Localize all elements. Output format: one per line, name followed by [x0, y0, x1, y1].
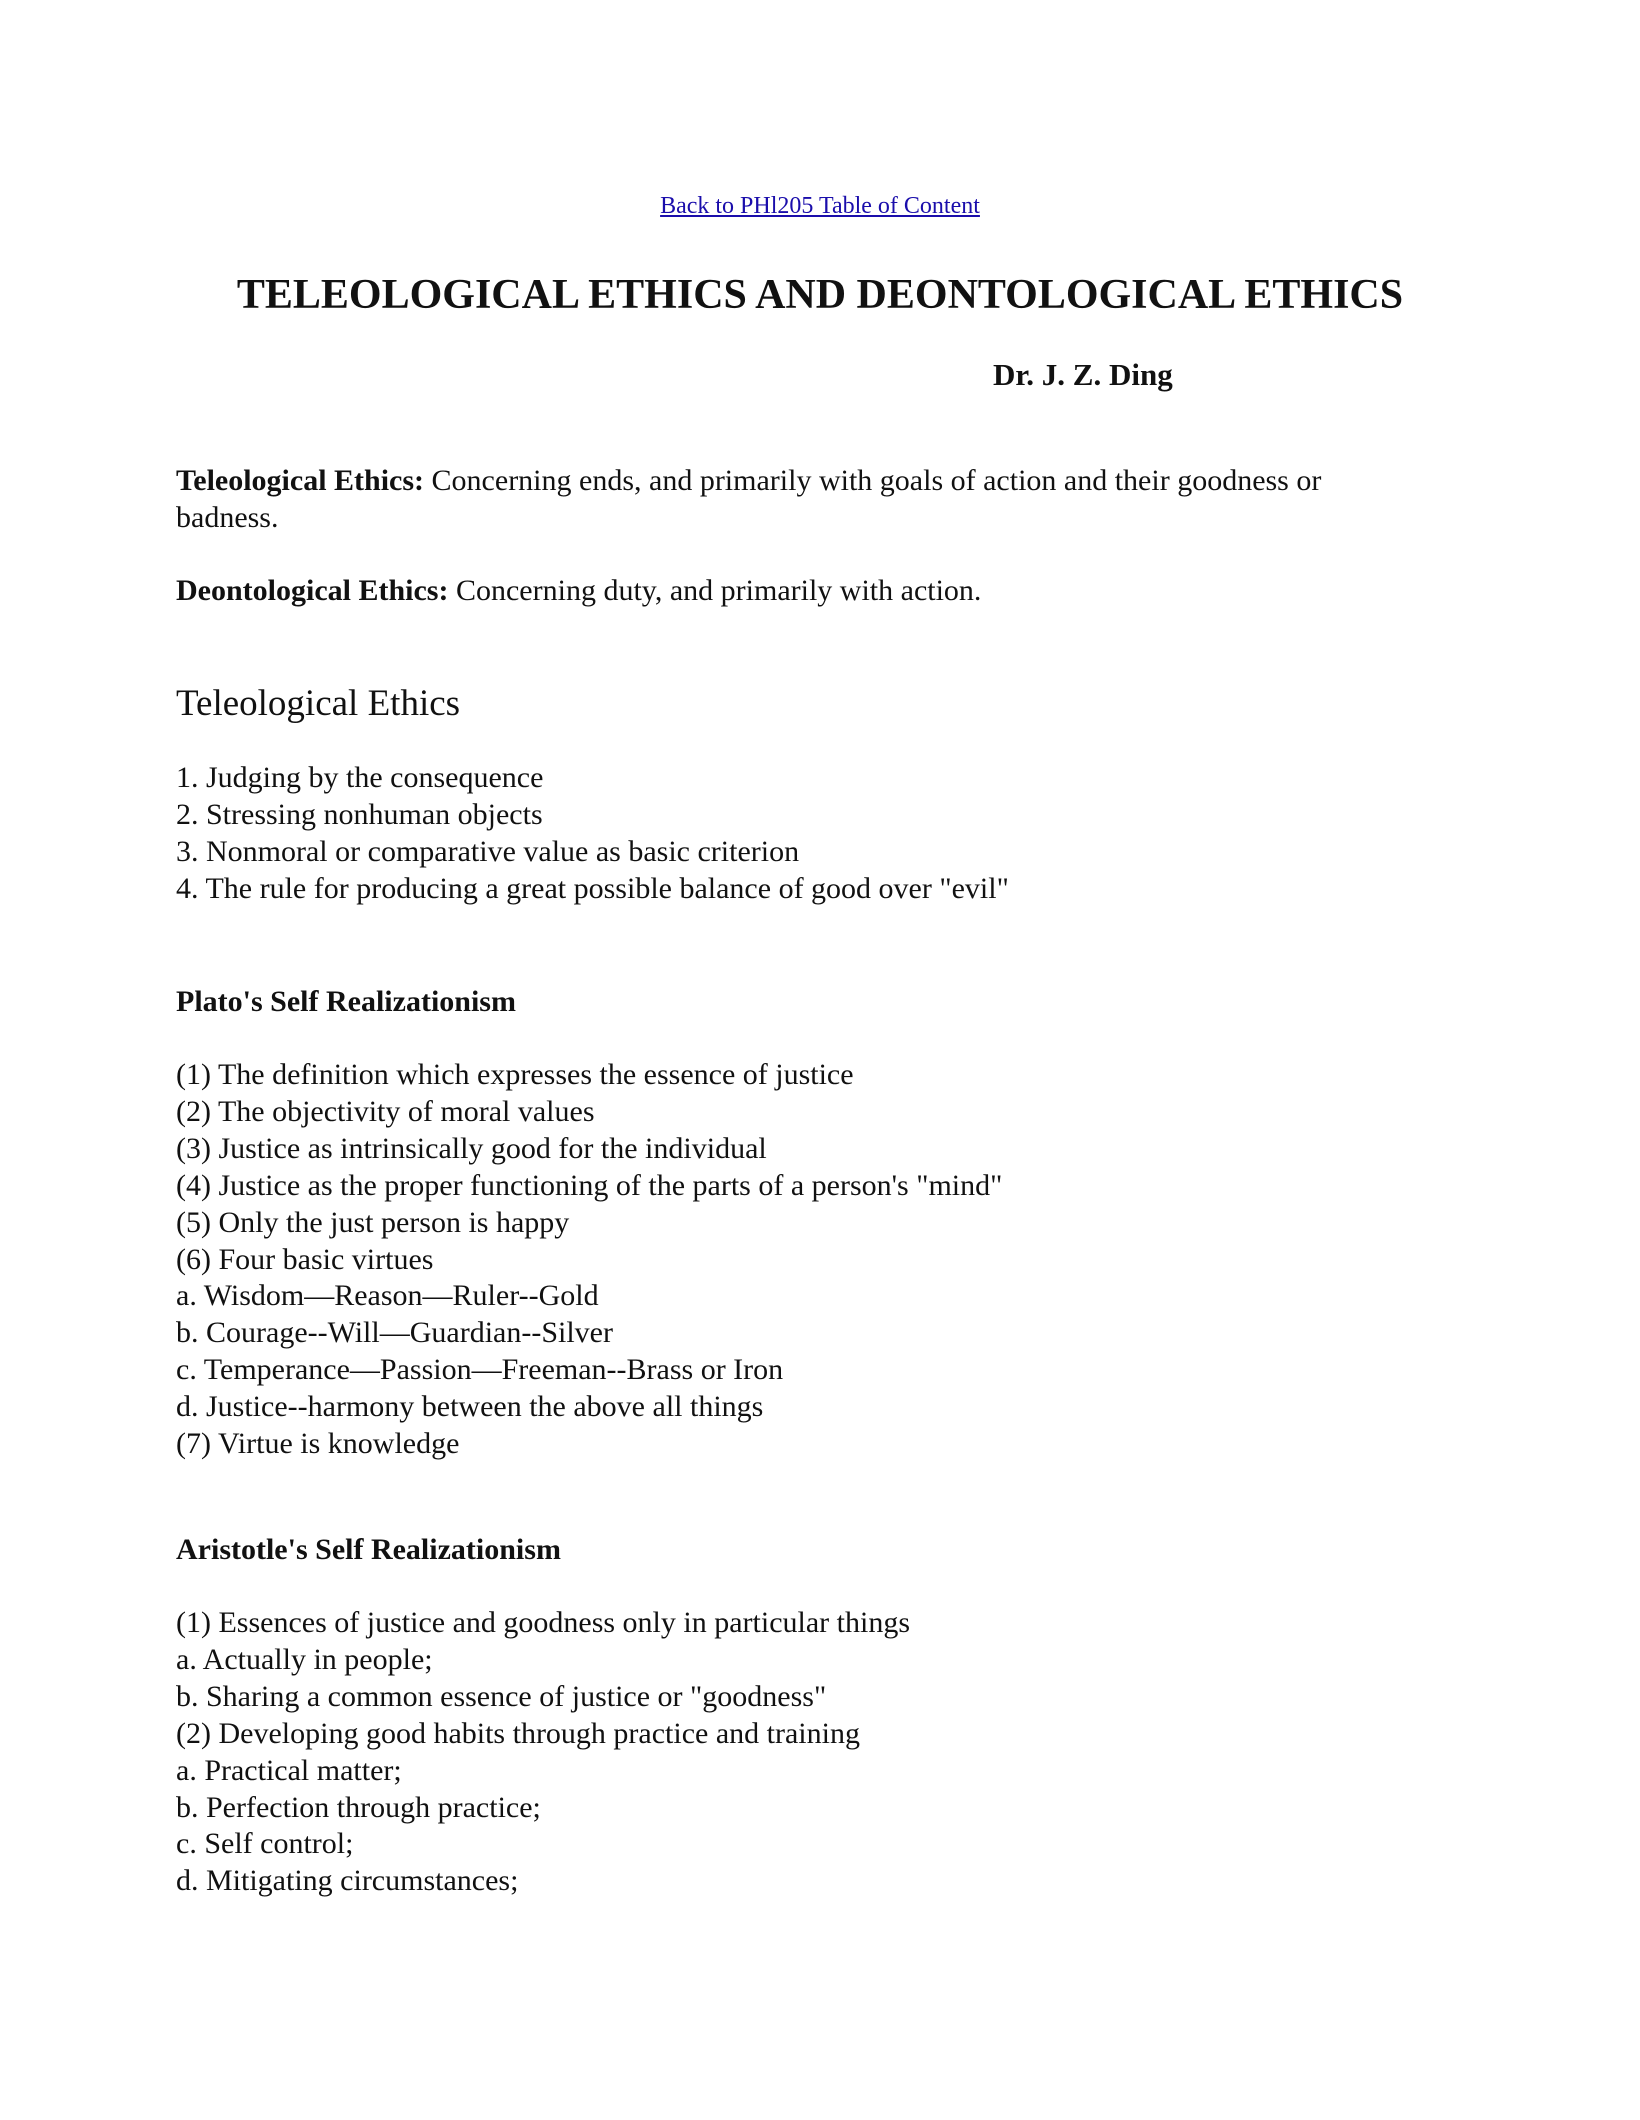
list-item: d. Mitigating circumstances;	[176, 1864, 519, 1898]
definition-term: Teleological Ethics:	[176, 464, 425, 497]
list-item: (2) The objectivity of moral values	[176, 1094, 595, 1128]
back-link-container	[0, 192, 1640, 223]
list-item: b. Sharing a common essence of justice or "goodness"	[176, 1679, 827, 1713]
aristotle-section	[176, 1531, 1416, 1568]
list-item: 1. Judging by the consequence	[176, 761, 544, 794]
list-item: a. Wisdom—Reason—Ruler--Gold	[176, 1279, 599, 1313]
sub-heading: Aristotle's Self Realizationism	[176, 1533, 561, 1566]
list-item: 2. Stressing nonhuman objects	[176, 797, 543, 831]
list-item: (5) Only the just person is happy	[176, 1205, 570, 1239]
list-item: (1) Essences of justice and goodness only in particular things	[176, 1606, 911, 1639]
list-item: 4. The rule for producing a great possible balance of good over "evil"	[176, 871, 1009, 905]
list-item: (4) Justice as the proper functioning of the parts of a person's "mind"	[176, 1168, 1003, 1202]
teleological-section	[176, 682, 1416, 726]
list-item: (3) Justice as intrinsically good for the individual	[176, 1131, 767, 1165]
author-name: Dr. J. Z. Ding	[993, 357, 1173, 392]
definition-text: Concerning duty, and primarily with action.	[448, 574, 982, 607]
list-item: (2) Developing good habits through practice and training	[176, 1716, 860, 1750]
list-item: c. Self control;	[176, 1827, 354, 1861]
list-item: b. Courage--Will—Guardian--Silver	[176, 1316, 613, 1350]
list-item: (6) Four basic virtues	[176, 1242, 434, 1276]
aristotle-list-container	[176, 1605, 1416, 1900]
back-to-toc-link[interactable]: Back to PHl205 Table of Content	[660, 193, 980, 219]
sub-heading: Plato's Self Realizationism	[176, 985, 516, 1018]
teleological-list-container	[176, 760, 1416, 908]
list-item: c. Temperance—Passion—Freeman--Brass or Iron	[176, 1353, 784, 1387]
definition-teleological	[176, 462, 1416, 536]
list-item: b. Perfection through practice;	[176, 1790, 541, 1824]
teleological-list	[176, 760, 1416, 908]
list-item: (7) Virtue is knowledge	[176, 1427, 460, 1461]
plato-list-container	[176, 1057, 1416, 1463]
list-item: d. Justice--harmony between the above all things	[176, 1390, 764, 1424]
list-item: a. Actually in people;	[176, 1642, 433, 1676]
plato-list	[176, 1057, 1416, 1463]
definition-term: Deontological Ethics:	[176, 574, 449, 607]
list-item: a. Practical matter;	[176, 1753, 402, 1787]
list-item: 3. Nonmoral or comparative value as basic criterion	[176, 834, 800, 868]
plato-section	[176, 983, 1416, 1020]
aristotle-list	[176, 1605, 1416, 1900]
definition-deontological	[176, 572, 1416, 609]
section-heading: Teleological Ethics	[176, 683, 461, 724]
list-item: (1) The definition which expresses the essence of justice	[176, 1058, 854, 1091]
page-title: TELEOLOGICAL ETHICS AND DEONTOLOGICAL ETHICS	[236, 272, 1404, 318]
definition-text: Concerning ends, and primarily with goals of action and their goodness or badness.	[176, 464, 1322, 534]
